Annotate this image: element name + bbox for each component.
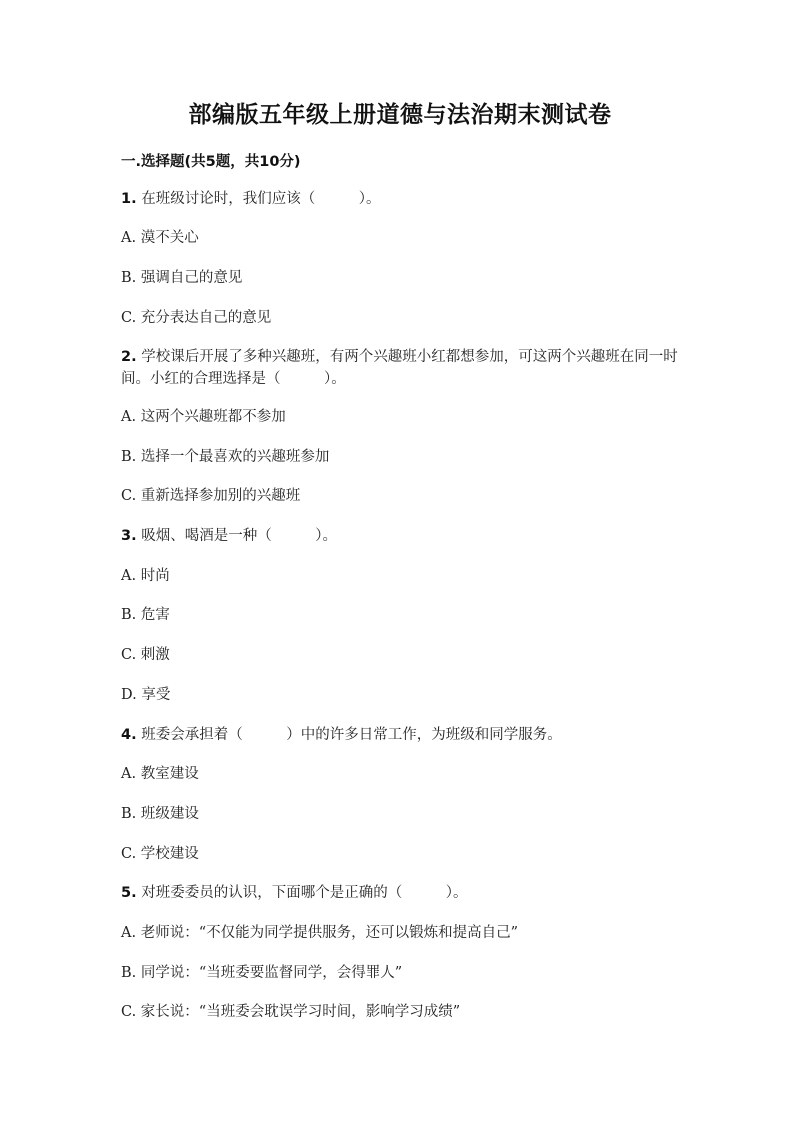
- option-2c: C. 重新选择参加别的兴趣班: [121, 488, 301, 504]
- option-3b: B. 危害: [121, 607, 170, 623]
- option-1a: A. 漠不关心: [121, 230, 199, 246]
- question-stem: 在班级讨论时，我们应该（ ）。: [141, 191, 381, 207]
- question-number: 2.: [121, 349, 137, 365]
- option-5b: B. 同学说：“当班委要监督同学，会得罪人”: [121, 965, 403, 981]
- question-stem: 对班委委员的认识，下面哪个是正确的（ ）。: [141, 885, 468, 901]
- option-4c: C. 学校建设: [121, 846, 199, 862]
- option-4a: A. 教室建设: [121, 766, 199, 782]
- question-number: 1.: [121, 191, 137, 207]
- option-4b: B. 班级建设: [121, 806, 199, 822]
- section-heading: 一.选择题(共5题，共10分): [121, 154, 301, 170]
- option-1c: C. 充分表达自己的意见: [121, 310, 272, 326]
- option-2b: B. 选择一个最喜欢的兴趣班参加: [121, 449, 330, 465]
- question-stem: 学校课后开展了多种兴趣班，有两个兴趣班小红都想参加，可这两个兴趣班在同一时间。小红的合理选择是（ ）。: [121, 349, 678, 387]
- option-3a: A. 时尚: [121, 568, 170, 584]
- question-1: [121, 188, 681, 210]
- option-5a: A. 老师说：“不仅能为同学提供服务，还可以锻炼和提高自己”: [121, 925, 519, 941]
- question-stem: 班委会承担着（ ）中的许多日常工作，为班级和同学服务。: [141, 727, 562, 743]
- question-3: [121, 525, 681, 547]
- question-5: [121, 882, 681, 904]
- question-number: 5.: [121, 885, 137, 901]
- option-3d: D. 享受: [121, 687, 171, 703]
- option-3c: C. 刺激: [121, 647, 170, 663]
- option-2a: A. 这两个兴趣班都不参加: [121, 409, 286, 425]
- question-number: 4.: [121, 727, 137, 743]
- option-1b: B. 强调自己的意见: [121, 270, 243, 286]
- question-4: [121, 724, 681, 746]
- exam-title: 部编版五年级上册道德与法治期末测试卷: [188, 102, 612, 128]
- option-5c: C. 家长说：“当班委会耽误学习时间，影响学习成绩”: [121, 1004, 461, 1020]
- question-number: 3.: [121, 528, 137, 544]
- question-2: [121, 346, 681, 390]
- question-stem: 吸烟、喝酒是一种（ ）。: [141, 528, 337, 544]
